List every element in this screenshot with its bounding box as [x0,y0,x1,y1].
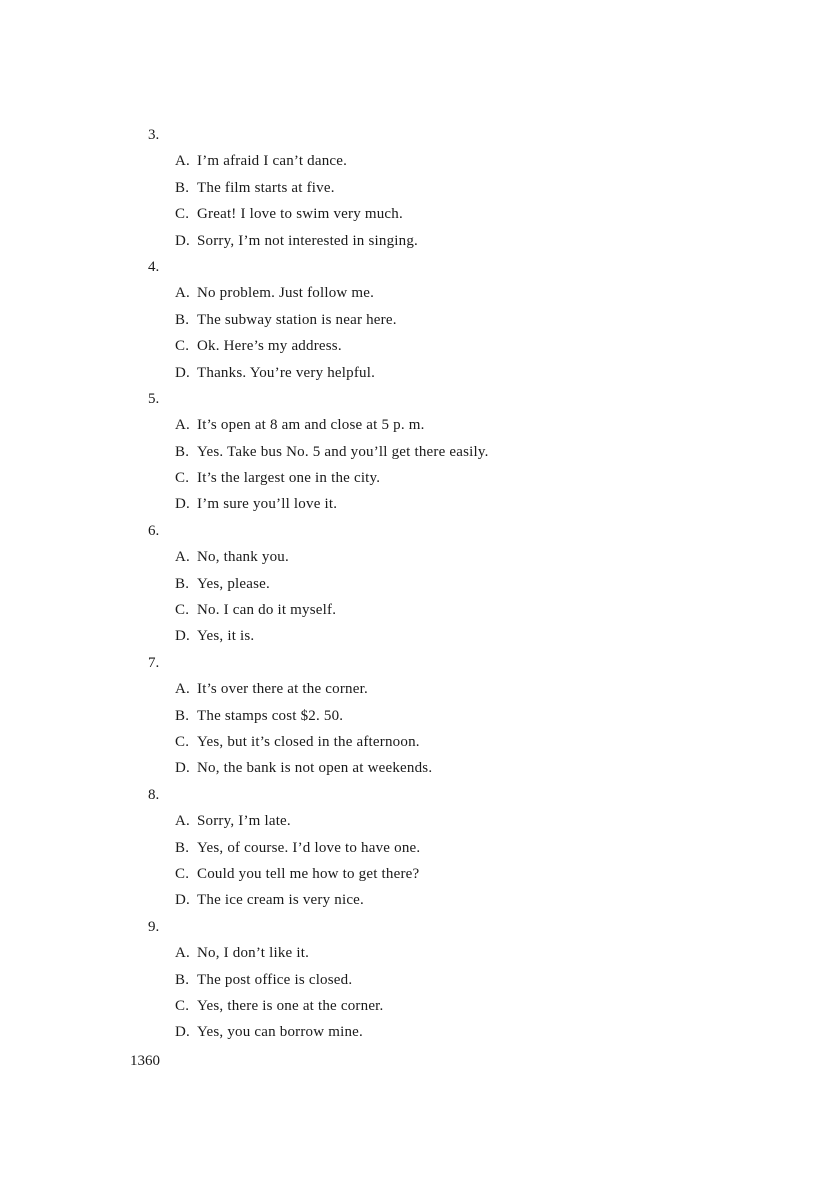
option-letter: B. [175,839,190,856]
answer-option [175,861,832,887]
question-number: 5. [148,390,160,407]
question-list [0,122,832,1046]
question-number: 9. [148,918,160,935]
option-letter: B. [175,443,190,460]
option-text: No. I can do it myself. [197,602,337,619]
option-letter: D. [175,628,190,645]
option-letter: C. [175,338,190,355]
answer-option [175,412,832,438]
answer-option [175,967,832,993]
option-letter: D. [175,496,190,513]
option-letter: B. [175,311,190,328]
option-text: Great! I love to swim very much. [197,206,403,223]
question-number: 4. [148,258,160,275]
option-text: It’s the largest one in the city. [197,470,381,487]
option-letter: D. [175,232,190,249]
option-text: I’m afraid I can’t dance. [197,153,348,170]
option-letter: C. [175,206,190,223]
option-text: No, thank you. [197,549,289,566]
option-letter: D. [175,1024,190,1041]
answer-option [175,307,832,333]
answer-option [175,360,832,386]
question-block [0,914,832,1046]
answer-option [175,439,832,465]
option-letter: B. [175,707,190,724]
answer-option [175,676,832,702]
option-text: The subway station is near here. [197,311,397,328]
option-text: I’m sure you’ll love it. [197,496,338,513]
answer-option [175,465,832,491]
option-text: No problem. Just follow me. [197,285,375,302]
option-text: Sorry, I’m not interested in singing. [197,232,418,249]
option-text: It’s open at 8 am and close at 5 p. m. [197,417,425,434]
option-text: No, I don’t like it. [197,945,310,962]
answer-option [175,333,832,359]
answer-option [175,940,832,966]
option-text: Yes, there is one at the corner. [197,997,384,1014]
option-text: Ok. Here’s my address. [197,338,342,355]
answer-option [175,808,832,834]
answer-option [175,491,832,517]
option-text: No, the bank is not open at weekends. [197,760,433,777]
answer-option [175,148,832,174]
option-letter: A. [175,285,190,302]
option-letter: D. [175,760,190,777]
answer-option [175,703,832,729]
option-text: Yes, but it’s closed in the afternoon. [197,733,420,750]
answer-option [175,544,832,570]
option-text: Yes, you can borrow mine. [197,1024,363,1041]
question-block [0,782,832,914]
answer-option [175,201,832,227]
option-text: The post office is closed. [197,971,353,988]
answer-option [175,729,832,755]
answer-option [175,887,832,913]
answer-option [175,1019,832,1045]
question-block [0,386,832,518]
question-block [0,518,832,650]
question-number: 7. [148,654,160,671]
option-letter: C. [175,602,190,619]
option-text: Could you tell me how to get there? [197,865,420,882]
question-number: 6. [148,522,160,539]
option-letter: C. [175,470,190,487]
question-number: 3. [148,127,160,143]
option-letter: A. [175,945,190,962]
option-letter: D. [175,364,190,381]
option-letter: C. [175,733,190,750]
option-text: The film starts at five. [197,179,335,196]
option-text: The ice cream is very nice. [197,892,364,909]
question-block [0,122,832,254]
option-letter: A. [175,549,190,566]
option-text: Yes, of course. I’d love to have one. [197,839,421,856]
page-number: 1360 [130,1053,160,1069]
option-letter: C. [175,865,190,882]
option-letter: A. [175,681,190,698]
answer-option [175,835,832,861]
option-text: Sorry, I’m late. [197,813,291,830]
option-letter: A. [175,153,190,170]
option-letter: B. [175,971,190,988]
answer-option [175,597,832,623]
answer-option [175,993,832,1019]
answer-option [175,175,832,201]
option-letter: B. [175,179,190,196]
option-letter: A. [175,813,190,830]
question-block [0,254,832,386]
question-number: 8. [148,786,160,803]
option-text: It’s over there at the corner. [197,681,368,698]
answer-option [175,571,832,597]
option-text: Yes, it is. [197,628,255,645]
option-text: The stamps cost $2. 50. [197,707,344,724]
option-letter: C. [175,997,190,1014]
option-letter: B. [175,575,190,592]
answer-option [175,623,832,649]
option-text: Yes. Take bus No. 5 and you’ll get there easily. [197,443,489,460]
option-text: Yes, please. [197,575,270,592]
answer-option [175,228,832,254]
option-letter: D. [175,892,190,909]
option-text: Thanks. You’re very helpful. [197,364,376,381]
answer-option [175,280,832,306]
question-block [0,650,832,782]
option-letter: A. [175,417,190,434]
answer-option [175,755,832,781]
